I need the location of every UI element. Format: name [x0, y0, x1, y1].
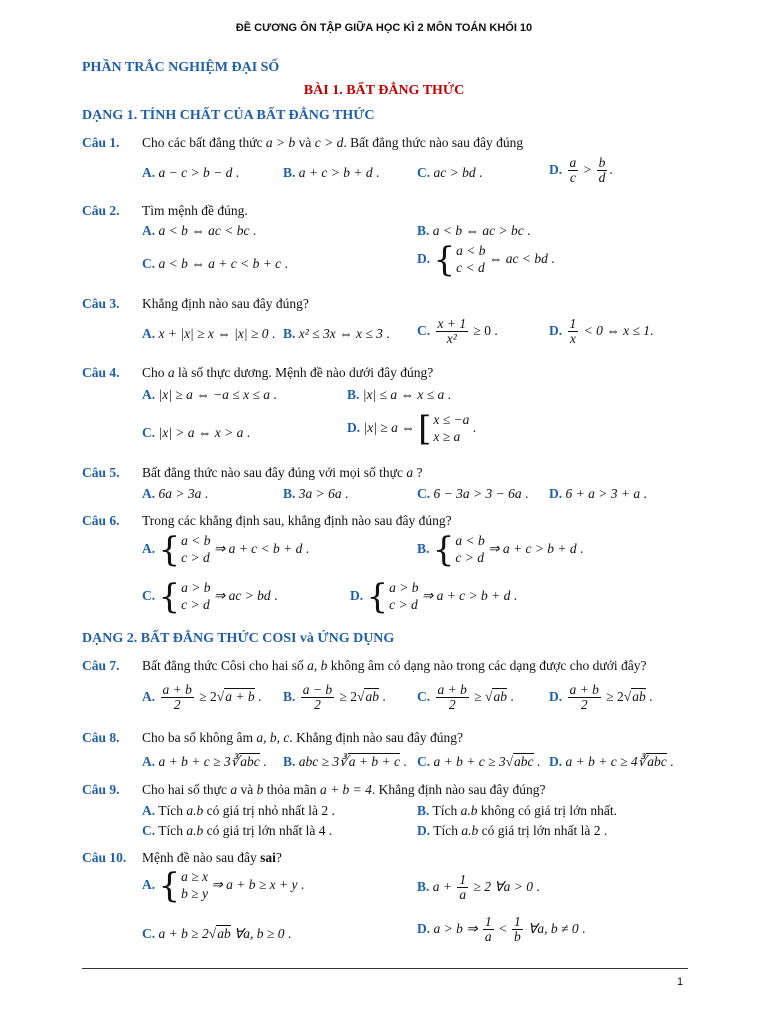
question-9-option-b[interactable]: B. Tích a.b không có giá trị lớn nhất. — [417, 803, 618, 818]
footer-divider — [82, 968, 688, 969]
question-3-option-c[interactable]: C. $\frac{x + 1}{\text{x²}}$ ≥ 0 . — [417, 316, 498, 347]
question-10-label: Câu 10. — [82, 850, 127, 865]
question-7-option-c[interactable]: C. $\frac{a + b}{2}$ ≥ √ab . — [417, 682, 514, 713]
question-4-option-a[interactable]: A. |x| ≥ a ⇔ −a ≤ x ≤ a . — [142, 387, 277, 402]
part-title: PHẦN TRẮC NGHIỆM ĐẠI SỐ — [82, 60, 280, 75]
question-6-option-c[interactable]: C. { a > b c > d ⇒ ac > bd . — [142, 577, 278, 617]
question-1-option-a[interactable]: A. a − c > b − d . — [142, 165, 240, 180]
question-5-label: Câu 5. — [82, 465, 120, 480]
question-2-stem: Tìm mệnh đề đúng. — [142, 203, 248, 218]
question-5-option-c[interactable]: C. 6 − 3a > 3 − 6a . — [417, 486, 529, 501]
question-6-label: Câu 6. — [82, 513, 120, 528]
question-7-label: Câu 7. — [82, 658, 120, 673]
question-6-option-a[interactable]: A. { a < b c > d ⇒ a + c < b + d . — [142, 530, 310, 570]
question-3-option-a[interactable]: A. x + |x| ≥ x ⇔ |x| ≥ 0 . — [142, 326, 276, 341]
page-number: 1 — [677, 976, 684, 988]
question-7-stem: Bất đẳng thức Côsi cho hai số a, b không âm có dạng nào trong các dạng được cho dưới đây? — [142, 658, 647, 673]
question-9-option-a[interactable]: A. Tích a.b có giá trị nhỏ nhất là 2 . — [142, 803, 335, 818]
question-2-option-b[interactable]: B. a < b ⇔ ac > bc . — [417, 223, 531, 238]
question-2-option-c[interactable]: C. a < b ⇔ a + c < b + c . — [142, 256, 288, 271]
question-7-option-d[interactable]: D. $\frac{a + b}{2}$ ≥ 2√ab . — [549, 682, 653, 713]
lesson-title: BÀI 1. BẤT ĐẲNG THỨC — [303, 83, 465, 98]
question-6-option-b[interactable]: B. { a < b c > d ⇒ a + c > b + d . — [417, 530, 584, 570]
question-5-option-b[interactable]: B. 3a > 6a . — [283, 486, 349, 501]
question-8-option-c[interactable]: C. a + b + c ≥ 3√abc . — [417, 754, 541, 769]
question-9-label: Câu 9. — [82, 782, 120, 797]
question-10-option-c[interactable]: C. a + b ≥ 2√ab ∀a, b ≥ 0 . — [142, 926, 292, 941]
question-3-label: Câu 3. — [82, 296, 120, 311]
question-8-option-d[interactable]: D. a + b + c ≥ 4∛abc . — [549, 754, 674, 769]
question-2-option-d[interactable]: D. { a < b c < d ⇔ ac < bd . — [417, 240, 555, 280]
question-2-option-a[interactable]: A. a < b ⇔ ac < bc . — [142, 223, 257, 238]
dang2-title: DẠNG 2. BẤT ĐẲNG THỨC COSI và ỨNG DỤNG — [82, 631, 395, 646]
question-4-stem: Cho a là số thực dương. Mệnh đề nào dưới đây đúng? — [142, 365, 434, 380]
question-1-option-c[interactable]: C. ac > bd . — [417, 165, 483, 180]
question-8-option-a[interactable]: A. a + b + c ≥ 3∛abc . — [142, 754, 267, 769]
dang1-title: DẠNG 1. TÍNH CHẤT CỦA BẤT ĐẲNG THỨC — [82, 108, 375, 123]
question-5-stem: Bất đẳng thức nào sau đây đúng với mọi số thực a ? — [142, 465, 423, 480]
question-4-option-c[interactable]: C. |x| > a ⇔ x > a . — [142, 425, 251, 440]
question-6-stem: Trong các khẳng định sau, khẳng định nào sau đây đúng? — [142, 513, 452, 528]
question-10-option-d[interactable]: D. a > b ⇒ $\frac{1}{a}$ < $\frac{1}{b}$ ∀a, b ≠ 0 . — [417, 914, 586, 945]
question-9-option-c[interactable]: C. Tích a.b có giá trị lớn nhất là 4 . — [142, 823, 333, 838]
question-3-stem: Khẳng định nào sau đây đúng? — [142, 296, 309, 311]
question-1-option-d[interactable]: D. $\frac{a}{c}$ > $\frac{b}{d}$ . — [549, 155, 613, 186]
question-1-label: Câu 1. — [82, 135, 120, 150]
question-4-option-b[interactable]: B. |x| ≤ a ⇔ x ≤ a . — [347, 387, 451, 402]
question-10-option-b[interactable]: B. a + $\frac{1}{a}$ ≥ 2 ∀a > 0 . — [417, 872, 540, 903]
document-header: ĐỀ CƯƠNG ÔN TẬP GIỮA HỌC KÌ 2 MÔN TOÁN KHỐI 10 — [235, 22, 533, 34]
question-4-option-d[interactable]: D. |x| ≥ a ⇔ [ x ≤ −a x ≥ a . — [347, 409, 477, 449]
question-1-option-b[interactable]: B. a + c > b + d . — [283, 165, 380, 180]
question-10-option-a[interactable]: A. { a ≥ x b ≥ y ⇒ a + b ≥ x + y . — [142, 866, 305, 906]
question-9-option-d[interactable]: D. Tích a.b có giá trị lớn nhất là 2 . — [417, 823, 608, 838]
question-5-option-a[interactable]: A. 6a > 3a . — [142, 486, 209, 501]
question-2-label: Câu 2. — [82, 203, 120, 218]
question-8-option-b[interactable]: B. abc ≥ 3∛a + b + c . — [283, 754, 407, 769]
question-7-option-a[interactable]: A. $\frac{a + b}{2}$ ≥ 2√a + b . — [142, 682, 262, 713]
question-4-label: Câu 4. — [82, 365, 120, 380]
question-6-option-d[interactable]: D. { a > b c > d ⇒ a + c > b + d . — [350, 577, 518, 617]
question-10-stem: Mệnh đề nào sau đây sai? — [142, 850, 282, 865]
question-8-label: Câu 8. — [82, 730, 120, 745]
question-9-stem: Cho hai số thực a và b thỏa mãn a + b = 4. Khẳng định nào sau đây đúng? — [142, 782, 546, 797]
question-3-option-d[interactable]: D. $\frac{1}{x}$ < 0 ⇔ x ≤ 1. — [549, 316, 654, 347]
question-1-stem: Cho các bất đẳng thức a > b và c > d. Bất đẳng thức nào sau đây đúng — [142, 135, 524, 150]
question-7-option-b[interactable]: B. $\frac{a - b}{2}$ ≥ 2√ab . — [283, 682, 386, 713]
question-5-option-d[interactable]: D. 6 + a > 3 + a . — [549, 486, 647, 501]
question-3-option-b[interactable]: B. x² ≤ 3x ⇔ x ≤ 3 . — [283, 326, 390, 341]
question-8-stem: Cho ba số không âm a, b, c. Khẳng định nào sau đây đúng? — [142, 730, 463, 745]
